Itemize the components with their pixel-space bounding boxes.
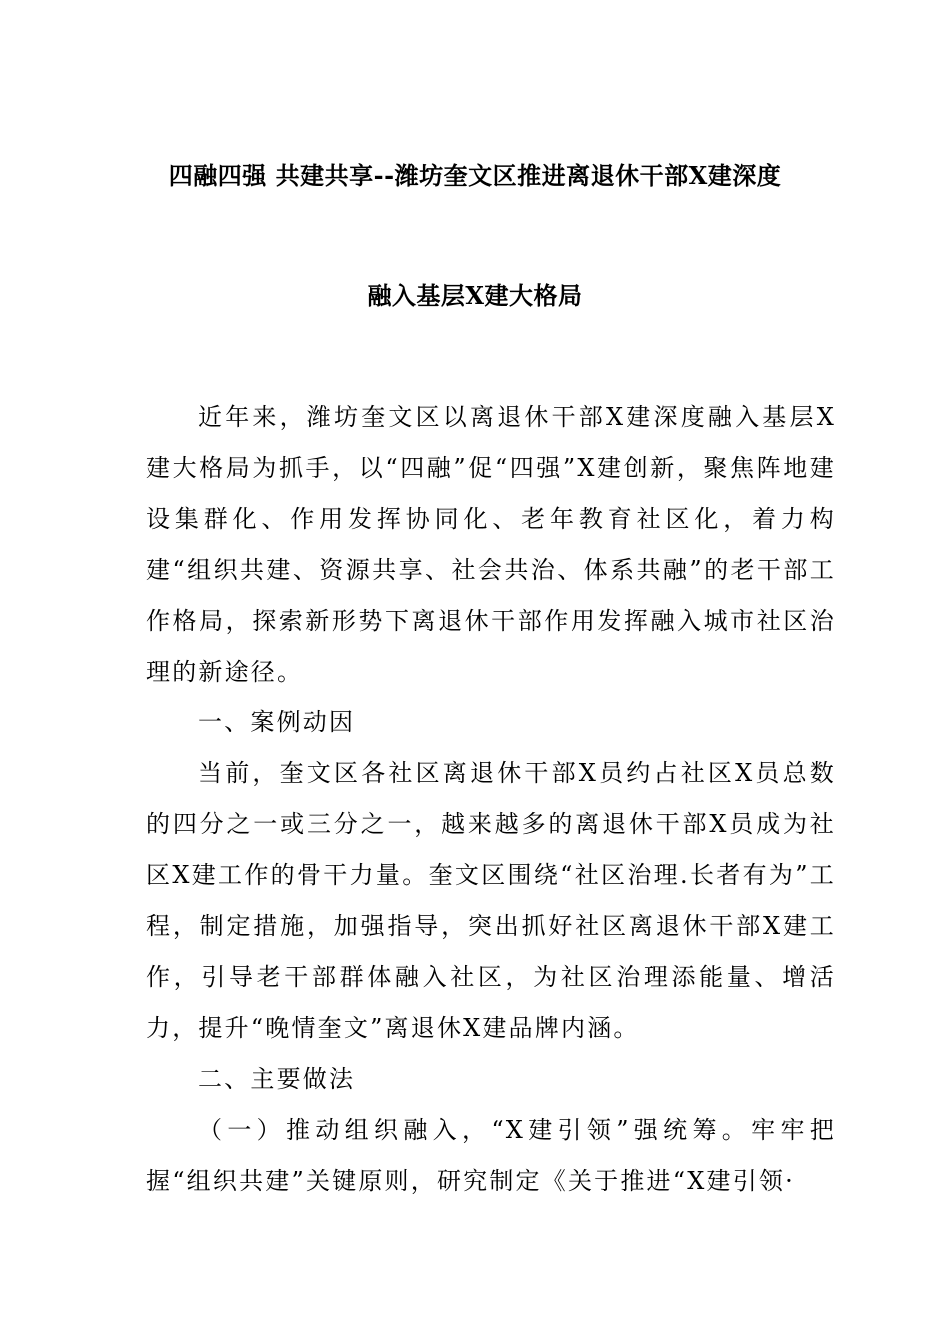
section-heading-main-practices: 二、主要做法 <box>198 1064 356 1093</box>
document-body <box>146 392 836 1207</box>
section-heading-case-motivation: 一、案例动因 <box>198 708 356 737</box>
intro-paragraph: 近年来，潍坊奎文区以离退休干部X建深度融入基层X建大格局为抓手，以“四融”促“四强”X建创新，聚焦阵地建设集群化、作用发挥协同化、老年教育社区化，着力构建“组织共建、资源共享、社会共治、体系共融”的老干部工作格局，探索新形势下离退休干部作用发挥融入城市社区治理的新途径。 <box>146 403 836 686</box>
case-motivation-paragraph: 当前，奎文区各社区离退休干部X员约占社区X员总数的四分之一或三分之一，越来越多的离退休干部X员成为社区X建工作的骨干力量。奎文区围绕“社区治理.长者有为”工程，制定措施，加强指导，突出抓好社区离退休干部X建工作，引导老干部群体融入社区，为社区治理添能量、增活力，提升“晚情奎文”离退休X建品牌内涵。 <box>146 759 836 1042</box>
practice-paragraph-1: （一）推动组织融入，“X建引领”强统筹。牢牢把握“组织共建”关键原则，研究制定《关于推进“X建引领· <box>146 1115 836 1195</box>
document-title-line-2: 融入基层X建大格局 <box>367 281 583 310</box>
document-title-line-1: 四融四强 共建共享--潍坊奎文区推进离退休干部X建深度 <box>168 161 782 190</box>
